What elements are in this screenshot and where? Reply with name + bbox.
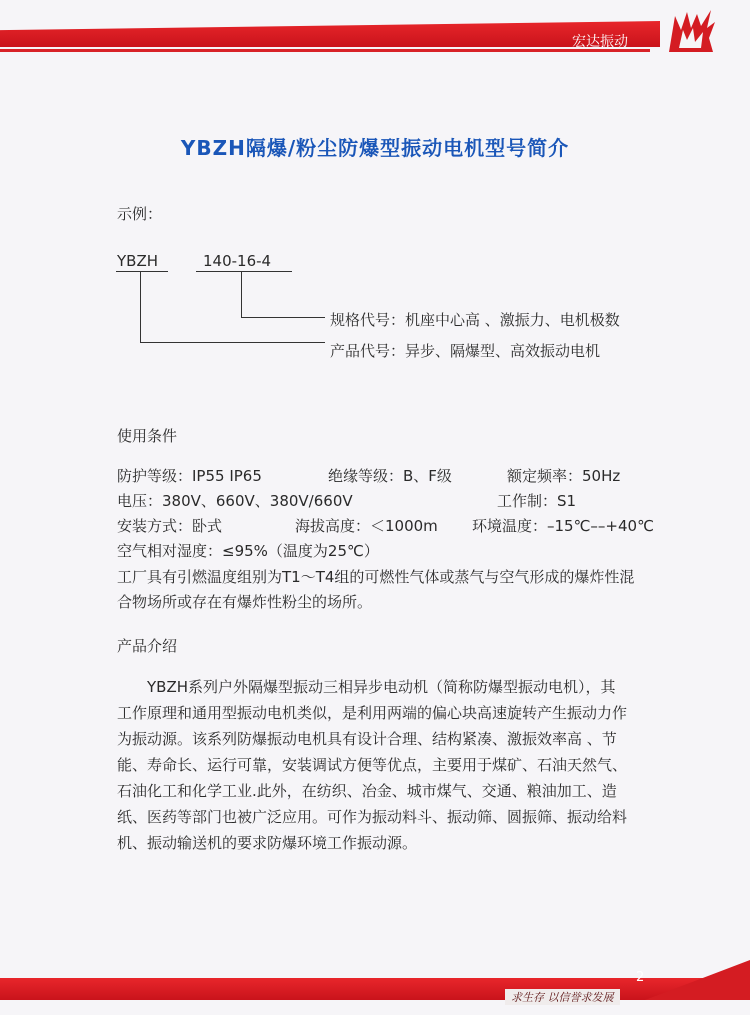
intro-line: 为振动源。该系列防爆振动电机具有设计合理、结构紧凑、激振效率高 、节	[117, 730, 617, 748]
conditions-desc-line-1: 工厂具有引燃温度组别为T1～T4组的可燃性气体或蒸气与空气形成的爆炸性混	[117, 568, 635, 586]
mounting-type: 安装方式：卧式	[117, 517, 223, 535]
page-title: YBZH隔爆/粉尘防爆型振动电机型号简介	[180, 136, 570, 160]
product-connector-vertical	[140, 271, 141, 343]
rated-frequency: 额定频率：50Hz	[507, 467, 621, 485]
intro-heading: 产品介绍	[117, 637, 178, 655]
voltage: 电压：380V、660V、380V/660V	[117, 492, 353, 510]
intro-line: 能、寿命长、运行可靠，安装调试方便等优点，主要用于煤矿、石油天然气、	[117, 756, 628, 774]
product-connector-horizontal	[140, 342, 325, 343]
conditions-desc-line-2: 合物场所或存在有爆炸性粉尘的场所。	[117, 593, 373, 611]
protection-level: 防护等级：IP55 IP65	[117, 467, 262, 485]
intro-line: YBZH系列户外隔爆型振动三相异步电动机（简称防爆型振动电机），其	[147, 678, 616, 696]
header-band	[0, 21, 660, 47]
model-underline	[116, 271, 168, 272]
example-label: 示例：	[117, 205, 163, 223]
conditions-heading: 使用条件	[117, 427, 178, 445]
relative-humidity: 空气相对湿度：≤95%（温度为25℃）	[117, 542, 379, 560]
intro-line: 纸、医药等部门也被广泛应用。可作为振动料斗、振动筛、圆振筛、振动给料	[117, 808, 628, 826]
header-rule	[0, 49, 650, 52]
duty-type: 工作制：S1	[497, 492, 577, 510]
company-logo-icon	[665, 8, 717, 56]
spec-connector-horizontal	[241, 317, 325, 318]
altitude: 海拔高度：＜1000m	[295, 517, 438, 535]
insulation-class: 绝缘等级：B、F级	[328, 467, 452, 485]
intro-line: 工作原理和通用型振动电机类似，是利用两端的偏心块高速旋转产生振动力作	[117, 704, 628, 722]
page-number: 2	[636, 970, 645, 985]
spec-underline	[196, 271, 292, 272]
footer-slogan: 求生存 以信誉求发展	[505, 989, 620, 1005]
spec-description: 规格代号：机座中心高 、激振力、电机极数	[330, 311, 620, 329]
ambient-temperature: 环境温度：–15℃––+40℃	[472, 517, 654, 535]
spec-code: 140-16-4	[203, 252, 272, 270]
brand-name: 宏达振动	[572, 34, 628, 50]
product-description: 产品代号：异步、隔爆型、高效振动电机	[330, 342, 601, 360]
model-code: YBZH	[117, 252, 159, 270]
intro-line: 石油化工和化学工业.此外，在纺织、冶金、城市煤气、交通、粮油加工、造	[117, 782, 617, 800]
spec-connector-vertical	[241, 271, 242, 318]
intro-line: 机、振动输送机的要求防爆环境工作振动源。	[117, 834, 418, 852]
